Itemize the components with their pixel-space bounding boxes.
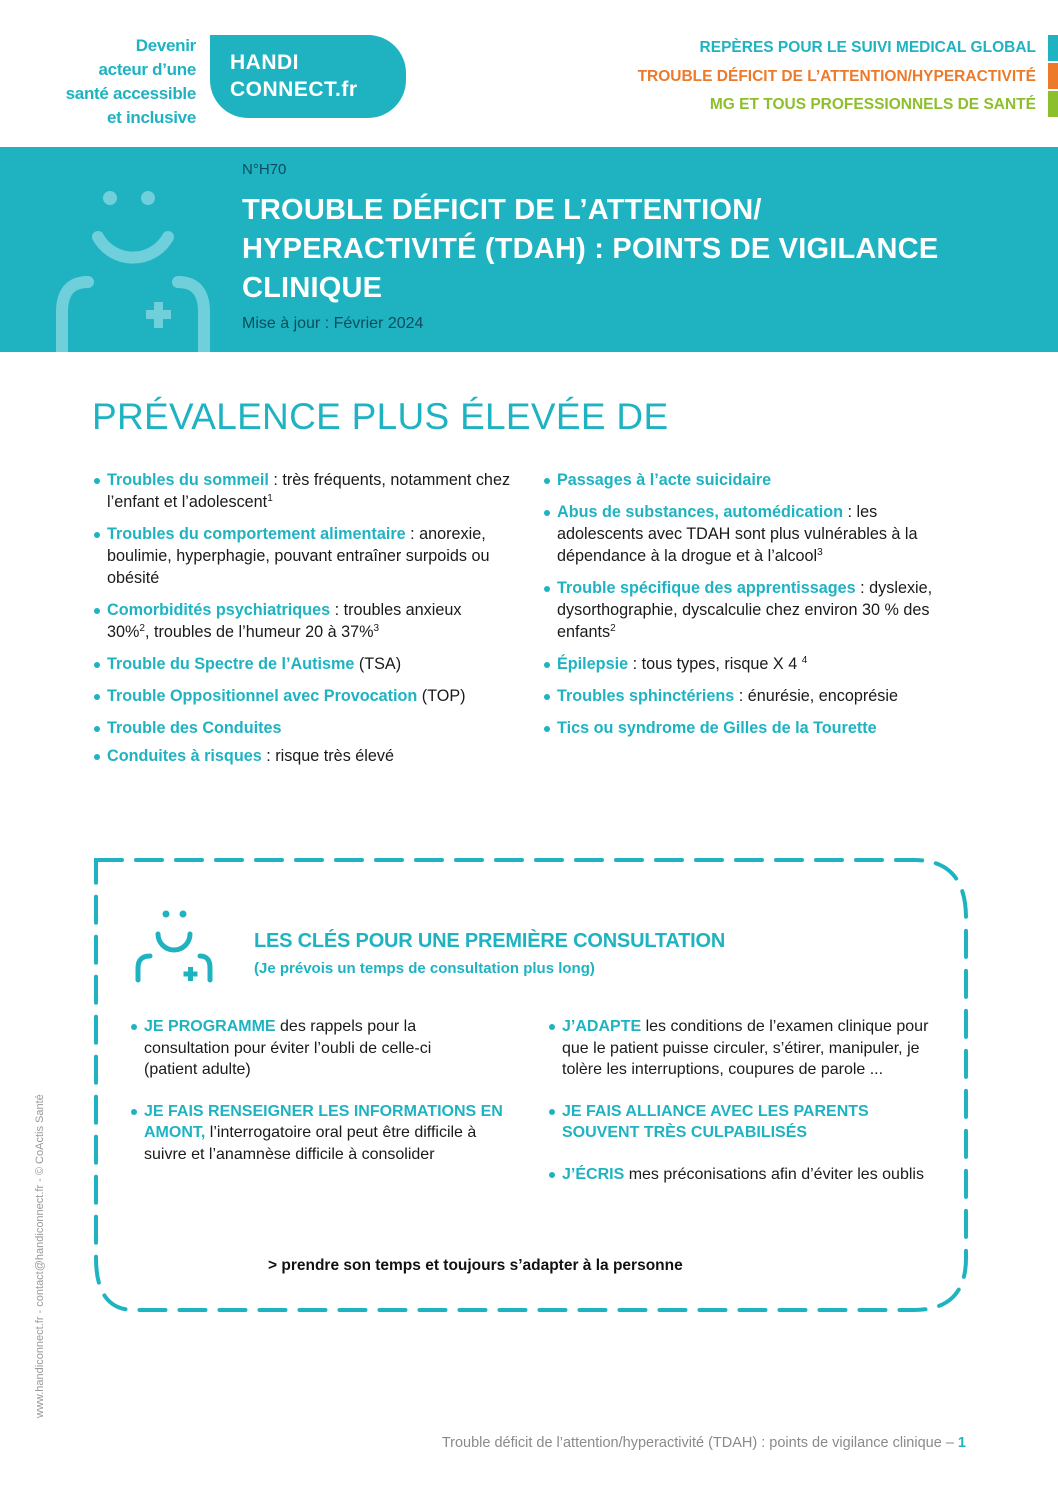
title-line: TROUBLE DÉFICIT DE L’ATTENTION/: [242, 194, 762, 226]
page-title: [242, 191, 1042, 308]
logo-line-1: HANDI: [230, 51, 299, 74]
item-text: l’interrogatoire oral peut être difficile à suivre et l’anamnèse difficile à consolider: [144, 1124, 477, 1163]
item-term: Trouble du Spectre de l’Autisme: [107, 655, 355, 673]
item-term: Épilepsie: [557, 655, 629, 673]
item-text: : très fréquents, notamment chez l’enfant et l’adolescent: [107, 471, 511, 511]
list-item: [542, 469, 962, 491]
page-footer: [442, 1435, 966, 1451]
footnote-ref: 3: [817, 547, 823, 558]
item-term: Troubles du sommeil: [107, 471, 269, 489]
item-term: Trouble Oppositionnel avec Provocation: [107, 687, 418, 705]
list-item: [542, 653, 962, 675]
item-text: : anorexie, boulimie, hyperphagie, pouvant entraîner surpoids ou obésité: [107, 525, 490, 587]
item-text: : les adolescents avec TDAH sont plus vulnérables à la dépendance à la drogue et à l’alcool: [557, 503, 918, 565]
item-text: des rappels pour la consultation pour éviter l’oubli de celle-ci (patient adulte): [144, 1018, 432, 1078]
title-line: CLINIQUE: [242, 272, 383, 304]
list-item: [548, 1016, 938, 1081]
item-text: (TSA): [354, 655, 402, 673]
item-text: : risque très élevé: [261, 747, 394, 765]
consultation-keys-box: [94, 858, 968, 1314]
footnote-ref: 2: [610, 623, 616, 634]
item-term: Troubles du comportement alimentaire: [107, 525, 406, 543]
item-text: , troubles de l’humeur 20 à 37%: [144, 623, 374, 641]
item-term: Comorbidités psychiatriques: [107, 601, 331, 619]
keys-list-right: [548, 1016, 938, 1185]
list-item: [92, 653, 522, 675]
list-item: [92, 469, 522, 513]
item-term: Trouble des Conduites: [107, 719, 282, 737]
tagline-line: acteur d’une: [98, 60, 196, 79]
list-item: [548, 1101, 912, 1144]
prevalence-heading: PRÉVALENCE PLUS ÉLEVÉE DE: [92, 396, 669, 437]
list-item: [542, 685, 962, 707]
doctor-icon: [50, 182, 230, 352]
item-term: Troubles sphinctériens: [557, 687, 735, 705]
prevalence-list-left: [92, 469, 522, 767]
list-item: [92, 745, 522, 767]
list-item: [130, 1101, 509, 1166]
footnote-ref: 1: [267, 493, 273, 504]
item-text: : dyslexie, dysorthographie, dyscalculie chez environ 30 % des enfants: [557, 579, 933, 641]
item-term: J’ADAPTE: [562, 1018, 642, 1035]
list-item: [92, 599, 497, 643]
list-item: [542, 717, 962, 739]
item-text: : troubles anxieux 30%: [107, 601, 462, 641]
tagline: [20, 34, 196, 130]
series-label-audience: MG ET TOUS PROFESSIONNELS DE SANTÉ: [709, 96, 1036, 113]
list-item: [130, 1016, 454, 1081]
footnote-ref: 2: [139, 623, 145, 634]
item-text: (TOP): [417, 687, 466, 705]
document-number: N°H70: [242, 161, 287, 178]
keys-subtitle: (Je prévois un temps de consultation plus long): [254, 960, 595, 977]
series-label-global: REPÈRES POUR LE SUIVI MEDICAL GLOBAL: [699, 39, 1036, 56]
tagline-line: santé accessible: [65, 84, 196, 103]
keys-title: LES CLÉS POUR UNE PREMIÈRE CONSULTATION: [254, 930, 726, 952]
list-item: [92, 523, 522, 589]
bar-orange: [1048, 63, 1058, 89]
list-item: [548, 1164, 927, 1186]
tagline-line: Devenir: [135, 36, 196, 55]
footer-text: Trouble déficit de l’attention/hyperactivité (TDAH) : points de vigilance clinique –: [441, 1435, 958, 1451]
item-term: JE FAIS RENSEIGNER LES INFORMATIONS EN AMONT,: [144, 1102, 503, 1141]
list-item: [92, 717, 522, 739]
item-text: les conditions de l’examen clinique pour que le patient puisse circuler, s’étirer, manipuler, je tolère les interruptions, coupures de parole ...: [562, 1018, 929, 1078]
list-item: [92, 685, 522, 707]
logo-line-2: CONNECT.fr: [230, 78, 358, 101]
bar-green: [1048, 91, 1058, 117]
list-item: [542, 501, 952, 567]
item-term: Abus de substances, automédication: [557, 503, 844, 521]
item-text: : énurésie, encoprésie: [734, 687, 898, 705]
item-term: J’ÉCRIS: [562, 1165, 625, 1183]
list-item: [542, 577, 962, 643]
color-bars: [1048, 35, 1058, 119]
handiconnect-logo[interactable]: [210, 35, 406, 118]
item-text: mes préconisations afin d’éviter les oublis: [624, 1165, 924, 1183]
update-date: Mise à jour : Février 2024: [242, 315, 424, 332]
title-line: HYPERACTIVITÉ (TDAH) : POINTS DE VIGILANCE: [242, 233, 939, 265]
series-labels: [638, 34, 1036, 120]
doctor-icon: [132, 908, 217, 988]
series-label-tdah: TROUBLE DÉFICIT DE L’ATTENTION/HYPERACTIVITÉ: [637, 67, 1036, 85]
item-term: Trouble spécifique des apprentissages: [557, 579, 856, 597]
item-term: JE PROGRAMME: [144, 1018, 276, 1035]
tagline-line: et inclusive: [107, 108, 196, 127]
title-banner: [0, 147, 1058, 352]
prevalence-list-right: [542, 469, 962, 739]
side-credits: www.handiconnect.fr - contact@handiconnect.fr - © CoActis Santé: [34, 1094, 46, 1418]
item-term: Passages à l’acte suicidaire: [557, 471, 772, 489]
bar-teal: [1048, 35, 1058, 61]
item-term: JE FAIS ALLIANCE AVEC LES PARENTS SOUVENT TRÈS CULPABILISÉS: [562, 1102, 869, 1141]
keys-list-left: [130, 1016, 515, 1165]
item-term: Tics ou syndrome de Gilles de la Tourette: [557, 719, 877, 737]
page-number: 1: [957, 1435, 966, 1451]
keys-note: > prendre son temps et toujours s’adapter à la personne: [268, 1257, 683, 1274]
footnote-ref: 4: [801, 655, 808, 666]
item-term: Conduites à risques: [107, 747, 262, 765]
item-text: : tous types, risque X 4: [628, 655, 802, 673]
footnote-ref: 3: [373, 623, 380, 634]
